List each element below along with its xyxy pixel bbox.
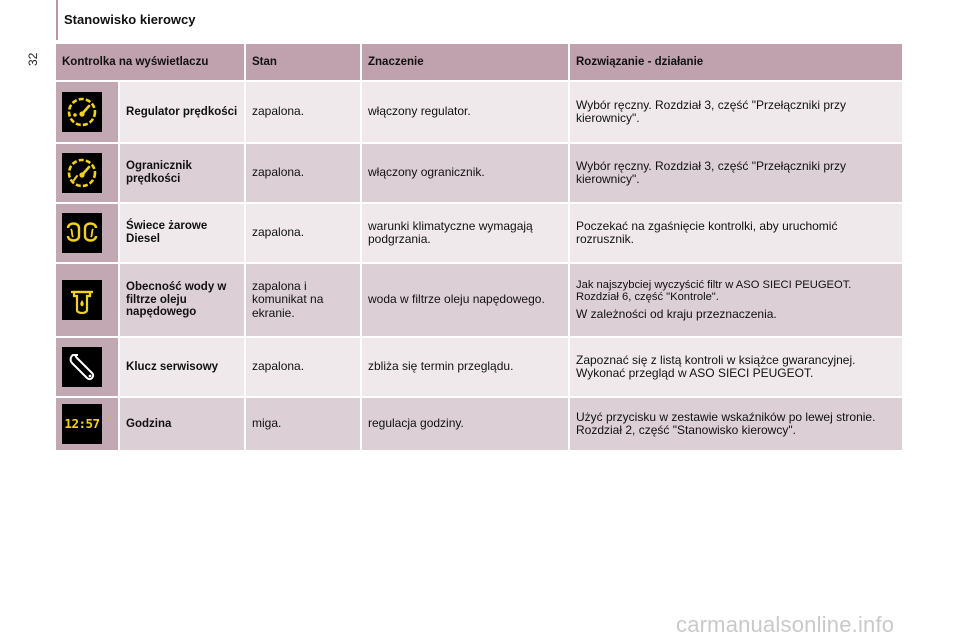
indicator-name: Regulator prędkości [120,82,246,144]
indicator-state: zapalona. [246,204,362,264]
indicator-meaning: regulacja godziny. [362,398,570,452]
page-title: Stanowisko kierowcy [64,12,196,27]
table-header-row [56,44,904,82]
indicator-solution: Wybór ręczny. Rozdział 3, część "Przełączniki przy kierownicy". [570,82,904,144]
table-row [56,204,904,264]
page-number: 32 [26,52,40,66]
speed-limiter-icon [62,153,102,193]
indicator-name: Klucz serwisowy [120,338,246,398]
glow-plug-icon [62,213,102,253]
service-wrench-icon [62,347,102,387]
indicator-solution: Poczekać na zgaśnięcie kontrolki, aby uruchomić rozrusznik. [570,204,904,264]
section-bar [56,0,58,40]
indicator-meaning: włączony ogranicznik. [362,144,570,204]
header-meaning: Znaczenie [362,44,570,82]
header-state: Stan [246,44,362,82]
indicator-meaning: włączony regulator. [362,82,570,144]
indicator-name: Świece żarowe Diesel [120,204,246,264]
speed-regulator-icon [62,92,102,132]
table-row [56,82,904,144]
indicator-name: Obecność wody w filtrze oleju napędowego [120,264,246,338]
indicator-state: zapalona. [246,338,362,398]
indicator-meaning: warunki klimatyczne wymagają podgrzania. [362,204,570,264]
indicator-name: Godzina [120,398,246,452]
indicator-solution: Zapoznać się z listą kontroli w książce gwarancyjnej. Wykonać przegląd w ASO SIECI PEUGEOT. [570,338,904,398]
indicator-name: Ogranicznik prędkości [120,144,246,204]
indicator-solution: Wybór ręczny. Rozdział 3, część "Przełączniki przy kierownicy". [570,144,904,204]
table-row [56,144,904,204]
table-row [56,264,904,338]
indicator-state: zapalona i komunikat na ekranie. [246,264,362,338]
indicator-state: zapalona. [246,82,362,144]
table-row [56,338,904,398]
water-in-fuel-filter-icon [62,280,102,320]
indicator-meaning: woda w filtrze oleju napędowego. [362,264,570,338]
table-row [56,398,904,452]
indicator-state: zapalona. [246,144,362,204]
indicator-meaning: zbliża się termin przeglądu. [362,338,570,398]
indicator-solution: Jak najszybciej wyczyścić filtr w ASO SIECI PEUGEOT. Rozdział 6, część "Kontrole". W zależności od kraju przeznaczenia. [570,264,904,338]
header-solution: Rozwiązanie - działanie [570,44,904,82]
indicator-state: miga. [246,398,362,452]
clock-display-text: 12:57 [64,416,100,432]
clock-display-icon [62,404,102,444]
warning-lights-table [56,44,904,452]
watermark: carmanualsonline.info [676,612,895,637]
header-indicator: Kontrolka na wyświetlaczu [56,44,246,82]
indicator-solution: Użyć przycisku w zestawie wskaźników po lewej stronie. Rozdział 2, część "Stanowisko kierowcy". [570,398,904,452]
